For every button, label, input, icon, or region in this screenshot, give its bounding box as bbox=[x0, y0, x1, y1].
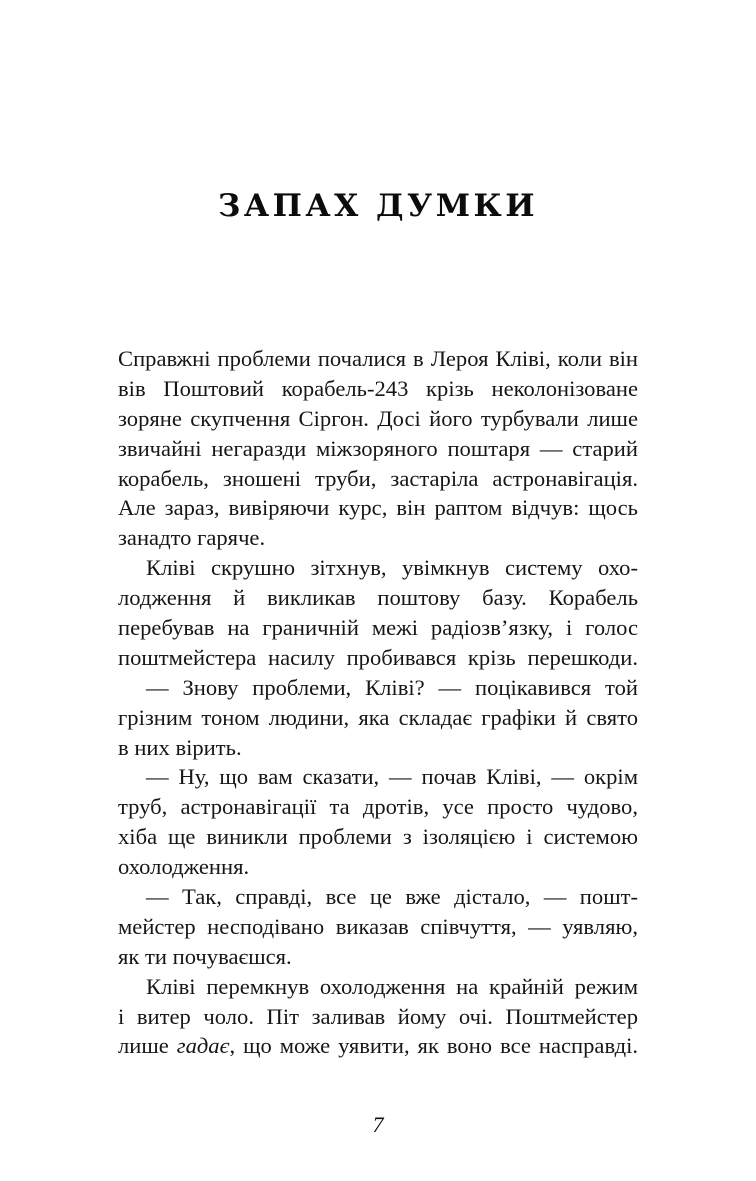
text-line: труб, астронавігації та дротів, усе просто чудово, bbox=[118, 794, 638, 820]
text-line: Кліві перемкнув охолодження на крайній режим bbox=[146, 973, 638, 999]
text-line-with-emphasis bbox=[118, 1031, 638, 1061]
text-line: корабель, зношені труби, застаріла астронавігація. bbox=[118, 465, 638, 491]
text-line: звичайні негаразди міжзоряного поштаря — старий bbox=[118, 435, 638, 461]
text-line: — Ну, що вам сказати, — почав Кліві, — окрім bbox=[146, 764, 638, 790]
text-line: грізним тоном людини, яка складає графіки й свято bbox=[118, 704, 638, 730]
text-line: Але зараз, вивіряючи курс, він раптом відчув: щось bbox=[118, 495, 638, 521]
page-number: 7 bbox=[372, 1112, 384, 1137]
text-line: поштмейстера насилу пробивався крізь перешкоди. bbox=[118, 644, 638, 670]
text-line: вів Поштовий корабель-243 крізь неколонізоване bbox=[118, 375, 638, 401]
text-line: занадто гаряче. bbox=[118, 525, 266, 551]
text-line: Справжні проблеми почалися в Лероя Кліві, коли він bbox=[118, 346, 638, 371]
text-line: лодження й викликав поштову базу. Корабель bbox=[118, 585, 638, 611]
text-line: і витер чоло. Піт заливав йому очі. Поштмейстер bbox=[118, 1003, 638, 1029]
text-line: — Знову проблеми, Кліві? — поцікавився той bbox=[146, 674, 638, 700]
text-line: в них вірить. bbox=[118, 734, 242, 760]
text-line: зоряне скупчення Сіргон. Досі його турбували лише bbox=[118, 405, 638, 431]
text-segment: лише bbox=[118, 1033, 177, 1059]
text-line: перебував на граничній межі радіозв’язку, і голос bbox=[118, 615, 638, 641]
chapter-title: ЗАПАХ ДУМКИ bbox=[218, 188, 538, 224]
text-line: — Так, справді, все це вже дістало, — пошт- bbox=[146, 884, 638, 910]
text-line: як ти почуваєшся. bbox=[118, 943, 292, 969]
text-line: хіба ще виникли проблеми з ізоляцією і системою bbox=[118, 824, 638, 850]
text-line: охолодження. bbox=[118, 854, 250, 880]
chapter-body bbox=[118, 344, 638, 1061]
text-line: Кліві скрушно зітхнув, увімкнув систему охо- bbox=[146, 555, 638, 581]
text-segment: , що може уявити, як воно все насправді. bbox=[229, 1033, 638, 1059]
text-line: мейстер несподівано виказав співчуття, — уявляю, bbox=[118, 913, 638, 939]
emphasized-word: гадає bbox=[176, 1033, 230, 1059]
